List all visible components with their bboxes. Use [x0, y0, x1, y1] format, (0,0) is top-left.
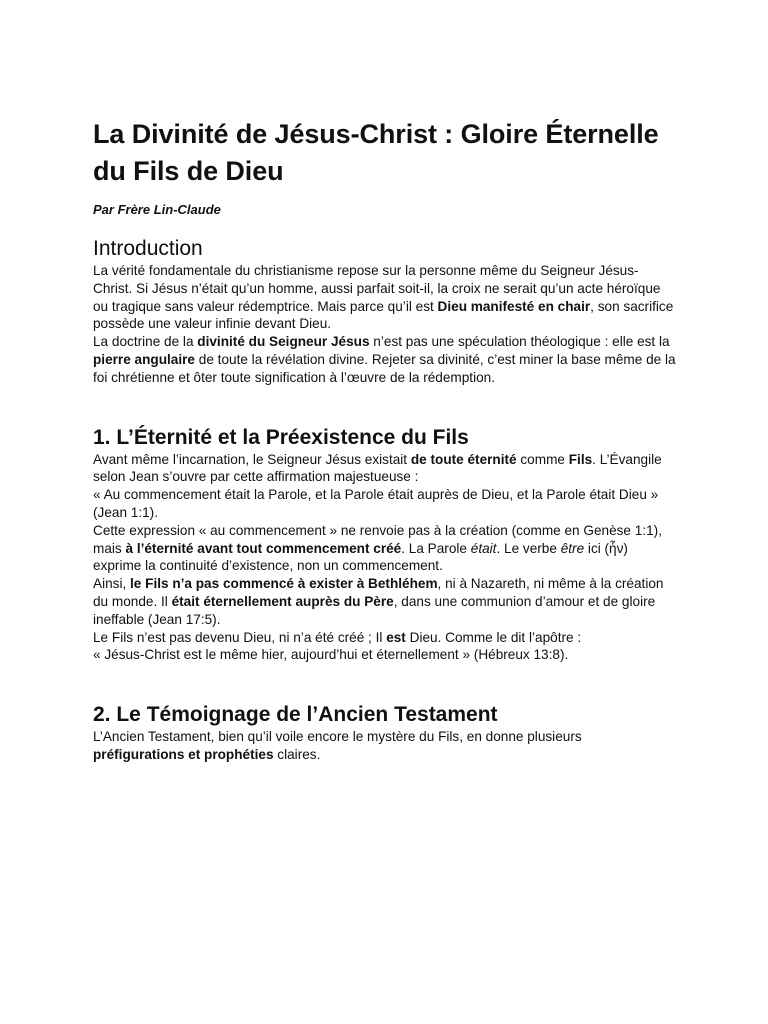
- heading-introduction: Introduction: [93, 237, 203, 260]
- section1-paragraph-1: Avant même l’incarnation, le Seigneur Jésus existait de toute éternité comme Fils. L’Évangile selon Jean s’ouvre par cette affirmation majestueuse :: [93, 451, 662, 485]
- heading-section-1: 1. L’Éternité et la Préexistence du Fils: [93, 425, 469, 449]
- intro-paragraph-2: La doctrine de la divinité du Seigneur Jésus n’est pas une spéculation théologique : elle est la pierre angulaire de toute la révélation divine. Rejeter sa divinité, c’est miner la base même de la foi chrétienne et ôter toute signification à l’œuvre de la rédemption.: [93, 334, 676, 385]
- intro-paragraph-1: La vérité fondamentale du christianisme repose sur la personne même du Seigneur Jésus-Christ. Si Jésus n’était qu’un homme, aussi parfait soit-il, la croix ne serait qu’un acte héroïque ou tragique sans valeur rédemptrice. Mais parce qu’il est Dieu manifesté en chair, son sacrifice possède une valeur infinie devant Dieu.: [93, 263, 674, 332]
- section1-paragraph-5: Le Fils n’est pas devenu Dieu, ni n’a été créé ; Il est Dieu. Comme le dit l’apôtre :: [93, 629, 582, 645]
- section1-paragraph-4: Ainsi, le Fils n’a pas commencé à exister à Bethléhem, ni à Nazareth, ni même à la création du monde. Il était éternellement auprès du Père, dans une communion d’amour et de gloire ineffable (Jean 17:5).: [93, 576, 664, 627]
- section1-quote-jean: « Au commencement était la Parole, et la Parole était auprès de Dieu, et la Parole était Dieu » (Jean 1:1).: [93, 487, 659, 520]
- author-byline: Par Frère Lin-Claude: [93, 202, 221, 217]
- document-title: La Divinité de Jésus-Christ : Gloire Éternelle du Fils de Dieu: [93, 119, 659, 186]
- section2-paragraph-1: L’Ancien Testament, bien qu’il voile encore le mystère du Fils, en donne plusieurs préfigurations et prophéties claires.: [93, 729, 582, 762]
- heading-section-2: 2. Le Témoignage de l’Ancien Testament: [93, 703, 498, 727]
- section1-quote-hebreux: « Jésus-Christ est le même hier, aujourd’hui et éternellement » (Hébreux 13:8).: [93, 647, 569, 663]
- section1-paragraph-3: Cette expression « au commencement » ne renvoie pas à la création (comme en Genèse 1:1), mais à l’éternité avant tout commencement créé. La Parole était. Le verbe être ici (ἦν) exprime la continuité d’existence, non un commencement.: [93, 522, 662, 574]
